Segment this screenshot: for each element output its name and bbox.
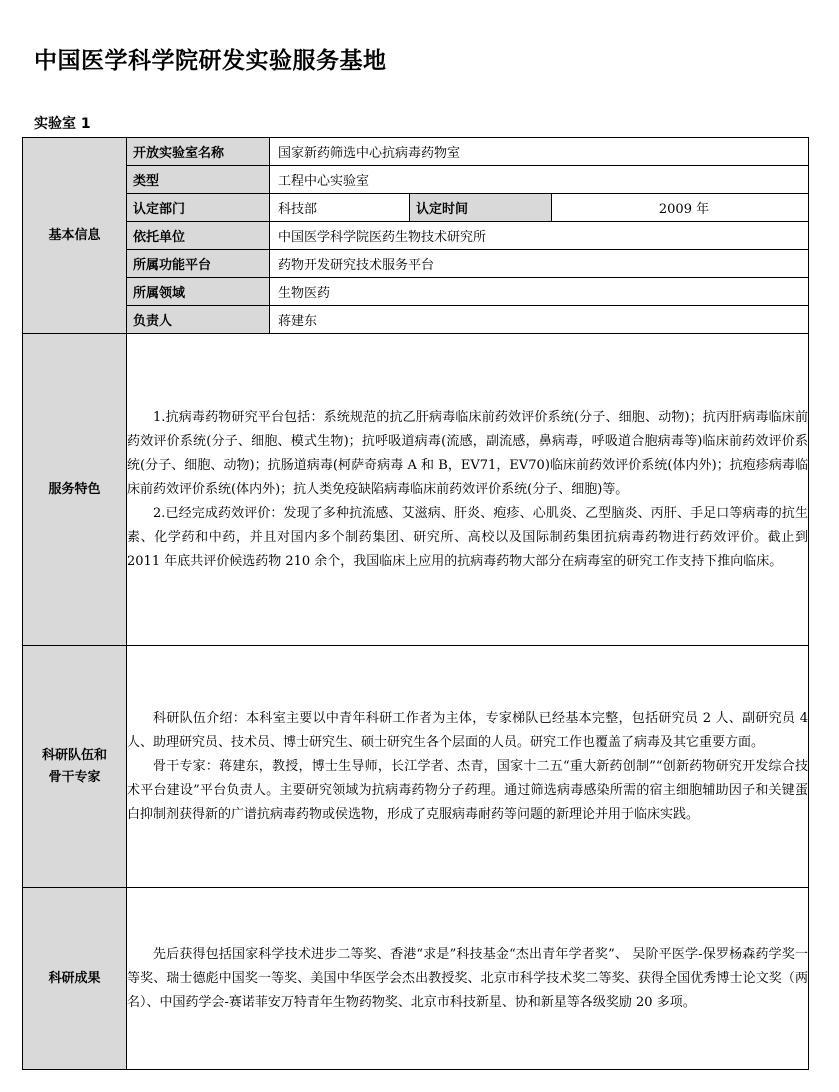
- section-team: [23, 646, 127, 888]
- section-team-line1: 科研队伍和: [41, 747, 107, 763]
- lab-info-table: [22, 137, 809, 1070]
- label-department: 认定部门: [127, 194, 270, 222]
- service-content: [127, 334, 809, 646]
- label-platform: 所属功能平台: [127, 250, 270, 278]
- value-department: 科技部: [270, 194, 410, 222]
- lab-label: 实验室 1: [34, 116, 91, 132]
- team-paragraph-2: 骨干专家：蒋建东，教授，博士生导师，长江学者、杰青，国家十二五“重大新药创制”“创新药物研究开发综合技术平台建设”平台负责人。主要研究领域为抗病毒药物分子药理。通过筛选病毒感染所需的宿主细胞辅助因子和关键蛋白抑制剂获得新的广谱抗病毒药物或侯选物，形成了克服病毒耐药等问题的新理论并用于临床实践。: [127, 758, 808, 822]
- section-service: 服务特色: [23, 334, 127, 646]
- label-leader: 负责人: [127, 306, 270, 334]
- team-paragraph-1: 科研队伍介绍：本科室主要以中青年科研工作者为主体，专家梯队已经基本完整，包括研究员 2 人、副研究员 4 人、助理研究员、技术员、博士研究生、硕士研究生各个层面的人员。研究工作也覆盖了病毒及其它重要方面。: [127, 710, 808, 750]
- page-title: 中国医学科学院研发实验服务基地: [34, 48, 387, 74]
- row-host-unit: [23, 222, 809, 250]
- results-paragraph-1: 先后获得包括国家科学技术进步二等奖、香港“求是”科技基金“杰出青年学者奖”、 吴阶平医学-保罗杨森药学奖一等奖、瑞士德彪中国奖一等奖、美国中华医学会杰出教授奖、北京市科学技术奖二等奖、获得全国优秀博士论文奖（两名）、中国药学会-赛诺菲安万特青年生物药物奖、北京市科技新星、协和新星等各级奖励 20 多项。: [127, 946, 808, 1010]
- row-platform: [23, 250, 809, 278]
- value-lab-name: 国家新药筛选中心抗病毒药物室: [270, 138, 809, 166]
- section-results: 科研成果: [23, 888, 127, 1070]
- label-cert-time: 认定时间: [410, 194, 552, 222]
- label-field: 所属领域: [127, 278, 270, 306]
- team-content: [127, 646, 809, 888]
- service-paragraph-1: 1.抗病毒药物研究平台包括：系统规范的抗乙肝病毒临床前药效评价系统(分子、细胞、动物)；抗丙肝病毒临床前药效评价系统(分子、细胞、模式生物)；抗呼吸道病毒(流感，副流感，鼻病毒，呼吸道合胞病毒等)临床前药效评价系统(分子、细胞、动物)；抗肠道病毒(柯萨奇病毒 A 和 B，EV71，EV70)临床前药效评价系统(体内外)；抗疱疹病毒临床前药效评价系统(体内外)；抗人类免疫缺陷病毒临床前药效评价系统(分子、细胞)等。: [127, 409, 808, 497]
- results-content: [127, 888, 809, 1070]
- section-team-line2: 骨干专家: [48, 769, 101, 785]
- section-basic-info: 基本信息: [23, 138, 127, 334]
- label-lab-name: 开放实验室名称: [127, 138, 270, 166]
- label-type: 类型: [127, 166, 270, 194]
- row-results: [23, 888, 809, 1070]
- label-host-unit: 依托单位: [127, 222, 270, 250]
- row-lab-name: [23, 138, 809, 166]
- row-service: [23, 334, 809, 646]
- value-platform: 药物开发研究技术服务平台: [270, 250, 809, 278]
- row-leader: [23, 306, 809, 334]
- row-department: [23, 194, 809, 222]
- row-field: [23, 278, 809, 306]
- value-host-unit: 中国医学科学院医药生物技术研究所: [270, 222, 809, 250]
- row-team: [23, 646, 809, 888]
- value-type: 工程中心实验室: [270, 166, 809, 194]
- row-type: [23, 166, 809, 194]
- value-leader: 蒋建东: [270, 306, 809, 334]
- value-cert-time: 2009 年: [552, 194, 809, 222]
- service-paragraph-2: 2.已经完成药效评价：发现了多种抗流感、艾滋病、肝炎、疱疹、心肌炎、乙型脑炎、丙肝、手足口等病毒的抗生素、化学药和中药，并且对国内多个制药集团、研究所、高校以及国际制药集团抗病毒药物进行药效评价。截止到 2011 年底共评价候选药物 210 余个，我国临床上应用的抗病毒药物大部分在病毒室的研究工作支持下推向临床。: [127, 505, 808, 569]
- value-field: 生物医药: [270, 278, 809, 306]
